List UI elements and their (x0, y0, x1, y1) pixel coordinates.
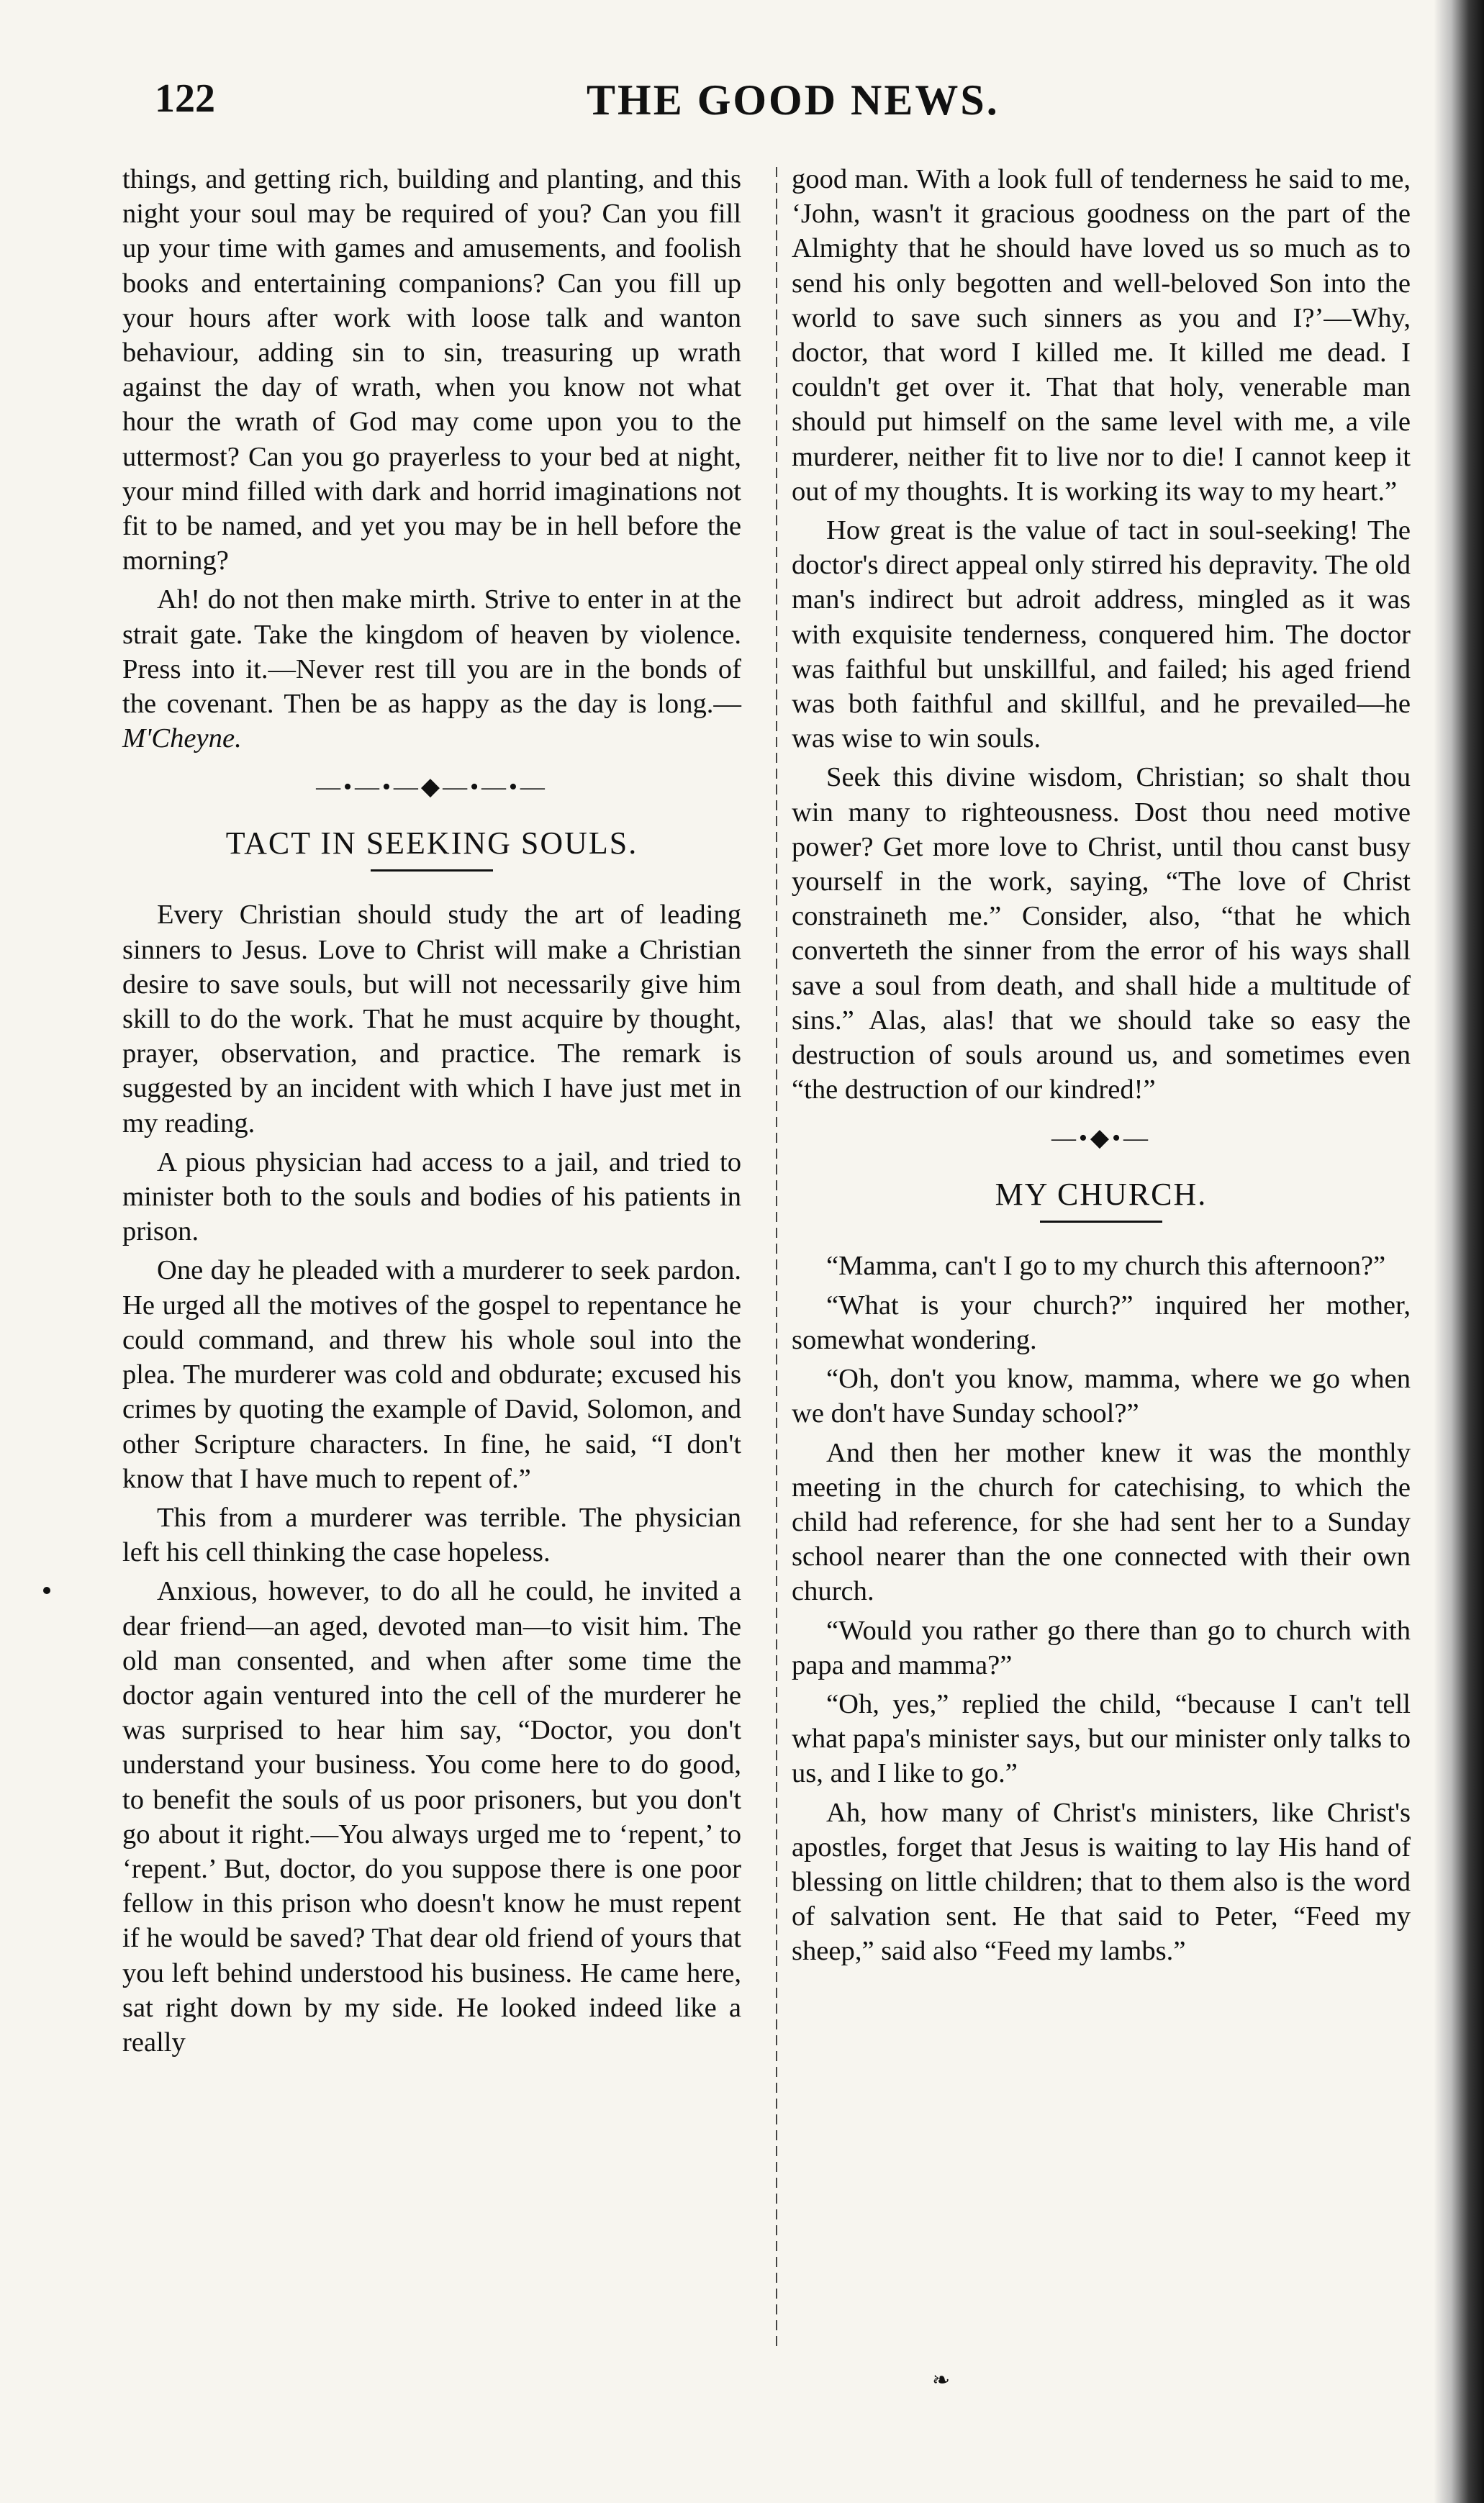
ornament-divider: —•◆•— (1051, 1125, 1151, 1152)
page-binding-shadow (1434, 0, 1484, 2503)
exhortation-paragraph (122, 582, 741, 756)
title-underline (1040, 1221, 1162, 1223)
article-paragraph: One day he pleaded with a murderer to seek pardon. He urged all the motives of the gospel to repentance he could command, and threw his whole soul into the plea. The murderer was cold and obdurate; excused his crimes by quoting the example of David, Solomon, and other Scripture characters. In fine, he said, “I don't know that I have much to repent of.” (122, 1255, 741, 1494)
article-paragraph: A pious physician had access to a jail, and tried to minister both to the souls and bodies of his patients in prison. (122, 1146, 741, 1247)
bottom-ornament: ❧ (932, 2368, 951, 2392)
article-paragraph: Anxious, however, to do all he could, he invited a dear friend—an aged, devoted man—to visit him. The old man consented, and when after some time the doctor again ventured into the cell of the murderer he was surprised to hear him say, “Doctor, you don't understand your business. You come here to do good, to benefit the souls of us poor prisoners, but you don't go about it right.—You always urged me to ‘repent,’ to ‘repent.’ But, doctor, do you suppose there is one poor fellow in this prison who doesn't know he must repent if he would be saved? That dear old friend of yours that you left behind understood his business. He came here, sat right down by my side. He looked indeed like a really (122, 1576, 741, 2058)
church-paragraph: “What is your church?” inquired her mother, somewhat wondering. (792, 1290, 1411, 1355)
article-paragraph: This from a murderer was terrible. The physician left his cell thinking the case hopeless. (122, 1502, 741, 1568)
article-paragraph: How great is the value of tact in soul-seeking! The doctor's direct appeal only stirred his depravity. The old man's indirect but adroit address, mingled as it was with exquisite tenderness, conquered him. The doctor was faithful but unskillful, and failed; his aged friend was both faithful and skillful, and he prevailed—he was wise to win souls. (792, 515, 1411, 754)
running-title: THE GOOD NEWS. (587, 76, 1000, 124)
church-paragraph: “Oh, yes,” replied the child, “because I can't tell what papa's minister says, but our minister only talks to us, and I like to go.” (792, 1688, 1411, 1789)
church-paragraph: Ah, how many of Christ's ministers, like Christ's apostles, forget that Jesus is waiting to lay His hand of blessing on little children; that to them also is the word of salvation sent. He that said to Peter, “Feed my sheep,” said also “Feed my lambs.” (792, 1797, 1411, 1967)
right-column (792, 162, 1411, 1973)
author-signature: M'Cheyne. (122, 723, 242, 754)
article-paragraph: good man. With a look full of tenderness he said to me, ‘John, wasn't it gracious goodness on the part of the Almighty that he should have loved us so much as to send his only begotten and well-beloved Son into the world to save such sinners as you and I?’—Why, doctor, that word I killed me. It killed me dead. I couldn't get over it. That that holy, venerable man should put himself on the same level with me, a vile murderer, neither fit to live nor to die! I cannot keep it out of my thoughts. It is working its way to my heart.” (792, 164, 1411, 507)
left-column (122, 162, 741, 2064)
article-title-church: MY CHURCH. (995, 1177, 1208, 1213)
ink-speck (43, 1587, 50, 1594)
page-number: 122 (155, 76, 215, 121)
church-paragraph: “Oh, don't you know, mamma, where we go when we don't have Sunday school?” (792, 1364, 1411, 1429)
ornament-divider: —•—•—◆—•—•— (316, 774, 548, 801)
church-paragraph: “Mamma, can't I go to my church this afternoon?” (826, 1251, 1386, 1282)
column-divider (776, 167, 777, 2348)
article-title-tact: TACT IN SEEKING SOULS. (225, 825, 638, 861)
title-underline (371, 869, 493, 872)
article-paragraph: Seek this divine wisdom, Christian; so shalt thou win many to righteousness. Dost thou need motive power? Get more love to Christ, until thou canst busy yourself in the work, saying, “The love of Christ constraineth me.” Consider, also, “that he which converteth the sinner from the error of his ways shall save a soul from death, and shall hide a multitude of sins.” Alas, alas! that we should take so easy the destruction of souls around us, and sometimes even “the destruction of our kindred!” (792, 762, 1411, 1105)
page-header (155, 76, 1371, 140)
article-paragraph: Every Christian should study the art of leading sinners to Jesus. Love to Christ will make a Christian desire to save souls, but will not necessarily give him skill to do the work. That he must acquire by thought, prayer, observation, and practice. The remark is suggested by an incident with which I have just met in my reading. (122, 900, 741, 1139)
continued-paragraph: things, and getting rich, building and planting, and this night your soul may be required of you? Can you fill up your time with games and amusements, and foolish books and entertaining companions? Can you fill up your hours after work with loose talk and wanton behaviour, adding sin to sin, treasuring up wrath against the day of wrath, when you know not what hour the wrath of God may come upon you to the uttermost? Can you go prayerless to your bed at night, your mind filled with dark and horrid imaginations not fit to be named, and yet you may be in hell before the morning? (122, 164, 741, 576)
church-paragraph: “Would you rather go there than go to church with papa and mamma?” (792, 1615, 1411, 1680)
church-paragraph: And then her mother knew it was the monthly meeting in the church for catechising, to which the child had reference, for she had sent her to a Sunday school nearer than the one connected with their own church. (792, 1437, 1411, 1607)
exhortation-text: Ah! do not then make mirth. Strive to enter in at the strait gate. Take the kingdom of heaven by violence. Press into it.—Never rest till you are in the bonds of the covenant. Then be as happy as the day is long.— (122, 584, 741, 720)
